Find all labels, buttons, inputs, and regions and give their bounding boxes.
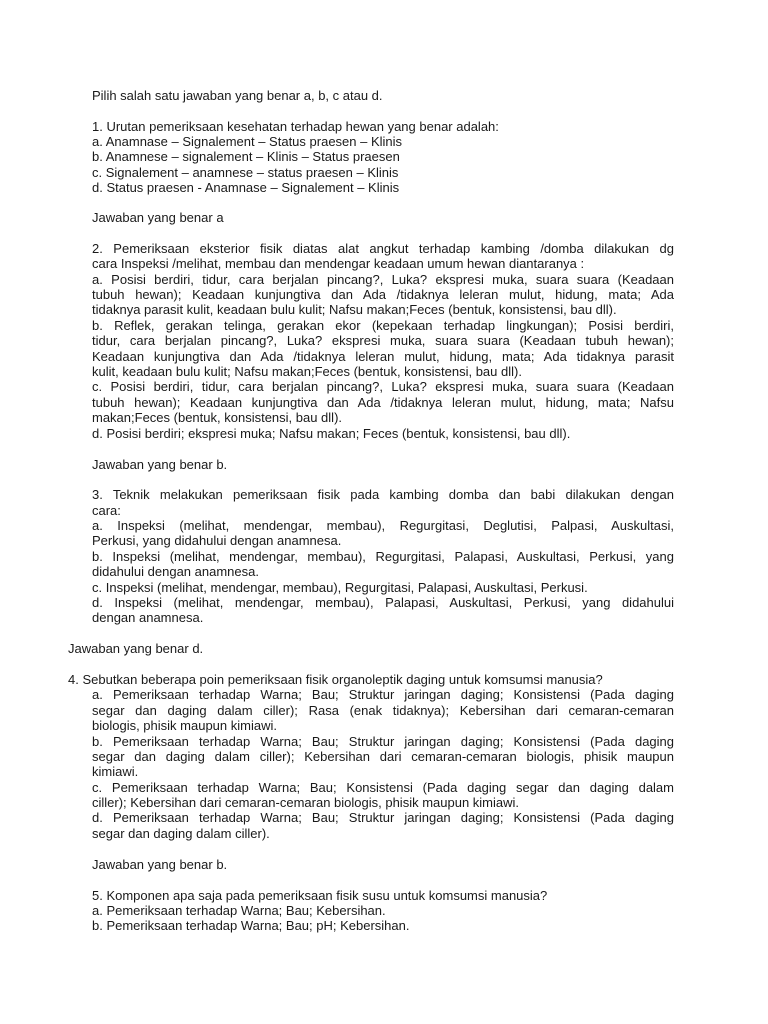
q4-question: 4. Sebutkan beberapa poin pemeriksaan fisik organoleptik daging untuk komsumsi manusia? [68,672,603,687]
q4-answer: Jawaban yang benar b. [92,857,228,872]
q2-option-a-line: a. Posisi berdiri, tidur, cara berjalan pincang?, Luka? ekspresi muka, suara suara (Keadaan [92,272,674,287]
q3-option-d-line: d. Inspeksi (melihat, mendengar, membau), Palapasi, Auskultasi, Perkusi, yang didahului [92,595,674,610]
q2-option-b-line: b. Reflek, gerakan telinga, gerakan ekor (kepekaan terhadap lingkungan); Posisi berdiri, [92,318,674,333]
q4-option-d-line: d. Pemeriksaan terhadap Warna; Bau; Struktur jaringan daging; Konsistensi (Pada daging [92,810,674,825]
q2-option-c-line: tubuh hewan); Keadaan kunjungtiva dan Ada /tidaknya leleran mulut, hidung, mata; Nafsu [92,395,674,410]
q2-option-a-line: tidaknya parasit kulit, keadaan bulu kulit; Nafsu makan;Feces (bentuk, konsistensi, bau dll). [92,302,617,317]
q2-question-line: 2. Pemeriksaan eksterior fisik diatas alat angkut terhadap kambing /domba dilakukan dg [92,241,674,256]
q2-option-b-line: kulit, keadaan bulu kulit; Nafsu makan;Feces (bentuk, konsistensi, bau dll). [92,364,522,379]
q2-option-c-line: makan;Feces (bentuk, konsistensi, bau dll). [92,410,343,425]
q3-option-c: c. Inspeksi (melihat, mendengar, membau), Regurgitasi, Palapasi, Auskultasi, Perkusi. [92,580,588,595]
q4-option-d-line: segar dan daging dalam ciller). [92,826,270,841]
q4-option-c-line: ciller); Kebersihan dari cemaran-cemaran biologis, phisik maupun kimiawi. [92,795,520,810]
q1-option-a: a. Anamnase – Signalement – Status praesen – Klinis [92,134,403,149]
q5-option-a: a. Pemeriksaan terhadap Warna; Bau; Kebersihan. [92,903,386,918]
q2-option-d: d. Posisi berdiri; ekspresi muka; Nafsu makan; Feces (bentuk, konsistensi, bau dll). [92,426,571,441]
q2-option-c-line: c. Posisi berdiri, tidur, cara berjalan pincang?, Luka? ekspresi muka, suara suara (Keadaan [92,379,674,394]
q3-question-line: cara: [92,503,121,518]
q1-option-d: d. Status praesen - Anamnase – Signalement – Klinis [92,180,400,195]
q4-option-a-line: a. Pemeriksaan terhadap Warna; Bau; Struktur jaringan daging; Konsistensi (Pada daging [92,687,674,702]
q4-option-b-line: kimiawi. [92,764,139,779]
q3-option-a-line: Perkusi, yang didahului dengan anamnesa. [92,533,342,548]
q4-option-b-line: segar dan daging dalam ciller); Kebersihan dari cemaran-cemaran biologis, phisik maupun [92,749,674,764]
q2-option-a-line: tubuh hewan); Keadaan kunjungtiva dan Ada /tidaknya leleran mulut, hidung, mata; Ada [92,287,674,302]
q4-option-a-line: biologis, phisik maupun kimiawi. [92,718,277,733]
q1-option-b: b. Anamnese – signalement – Klinis – Status praesen [92,149,400,164]
q2-answer: Jawaban yang benar b. [92,457,228,472]
q3-option-a-line: a. Inspeksi (melihat, mendengar, membau), Regurgitasi, Deglutisi, Palpasi, Auskultasi, [92,518,674,533]
q3-option-d-line: dengan anamnesa. [92,610,204,625]
q5-question: 5. Komponen apa saja pada pemeriksaan fisik susu untuk komsumsi manusia? [92,888,548,903]
q2-question-line: cara Inspeksi /melihat, membau dan mendengar keadaan umum hewan diantaranya : [92,256,585,271]
instruction-text: Pilih salah satu jawaban yang benar a, b, c atau d. [92,88,383,103]
q2-option-b-line: tidur, cara berjalan pincang?, Luka? ekspresi muka, suara suara (Keadaan tubuh hewan); [92,333,674,348]
q3-answer: Jawaban yang benar d. [68,641,204,656]
q3-option-b-line: didahului dengan anamnesa. [92,564,259,579]
q1-answer: Jawaban yang benar a [92,210,224,225]
q4-option-c-line: c. Pemeriksaan terhadap Warna; Bau; Konsistensi (Pada daging segar dan daging dalam [92,780,674,795]
q4-option-b-line: b. Pemeriksaan terhadap Warna; Bau; Struktur jaringan daging; Konsistensi (Pada daging [92,734,674,749]
q5-option-b: b. Pemeriksaan terhadap Warna; Bau; pH; Kebersihan. [92,918,410,933]
q3-question-line: 3. Teknik melakukan pemeriksaan fisik pada kambing domba dan babi dilakukan dengan [92,487,674,502]
q1-question: 1. Urutan pemeriksaan kesehatan terhadap hewan yang benar adalah: [92,119,499,134]
q4-option-a-line: segar dan daging dalam ciller); Rasa (enak tidaknya); Kebersihan dari cemaran-cemaran [92,703,674,718]
q3-option-b-line: b. Inspeksi (melihat, mendengar, membau), Regurgitasi, Palapasi, Auskultasi, Perkusi, yang [92,549,674,564]
q2-option-b-line: Keadaan kunjungtiva dan Ada /tidaknya leleran mulut, hidung, mata; Ada tidaknya parasit [92,349,674,364]
q1-option-c: c. Signalement – anamnese – status praesen – Klinis [92,165,399,180]
